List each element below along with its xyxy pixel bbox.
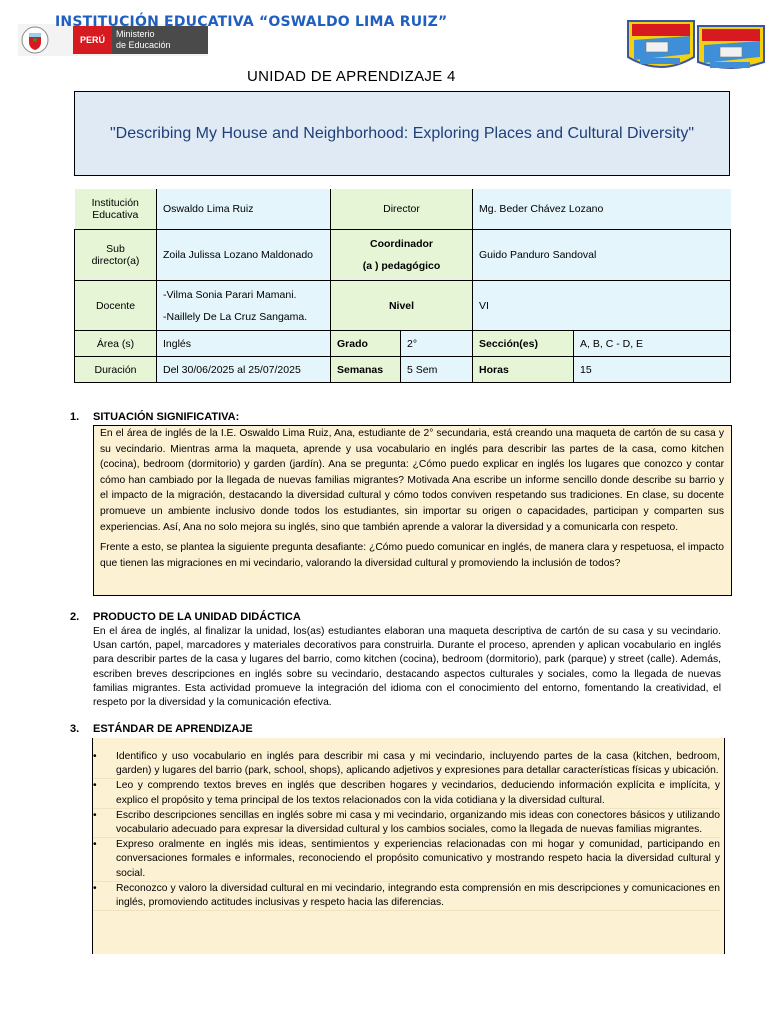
list-item [93,882,720,911]
school-logo [626,18,768,74]
nivel-label: Nivel [331,281,473,331]
minedu-line2: de Educación [116,40,171,50]
minedu-line1: Ministerio [116,29,155,39]
docente-value [157,281,331,331]
estandar-item-text: Leo y comprendo textos breves en inglés que describen hogares y vecindarios, deduciendo información explícita e implícita, y explico el propósito y tema principal de los textos relacionados con la vida cotidiana y la diversidad cultural. [116,780,720,806]
list-item [93,838,720,882]
section-2-title: PRODUCTO DE LA UNIDAD DIDÁCTICA [93,611,301,623]
minedu-peru-label: PERÚ [73,26,112,54]
bullet-icon: • [93,751,97,762]
section-3-number: 3. [70,723,80,735]
peru-coat-of-arms-icon [18,24,52,56]
section-2-number: 2. [70,611,80,623]
coordinador-label [331,230,473,281]
table-row [75,189,731,230]
unit-title: "Describing My House and Neighborhood: Exploring Places and Cultural Diversity" [109,124,695,142]
docente-value-2: -Naillely De La Cruz Sangama. [163,310,308,323]
situacion-significativa-box [93,425,732,596]
bullet-icon: • [93,780,97,792]
section-1-number: 1. [70,411,80,423]
coordinador-label-line2: (a ) pedagógico [362,260,441,272]
institucion-value: Oswaldo Lima Ruiz [157,189,331,230]
producto-text: En el área de inglés, al finalizar la unidad, los(as) estudiantes elaboran una maqueta descriptiva de cartón de su casa y su vecindario. Usan cartón, papel, marcadores y materiales decorativos para construirla. Durante el proceso, aprenden y aplican vocabulario en inglés para describir partes de la casa y lugares del barrio, como kitchen (cocina), bedroom (dormitorio), park (parque) y street (calle). Además, escriben breves descripciones en inglés sobre su vecindario, destacando aspectos culturales y sociales, como la llegada de nuevas familias migrantes. Esta actividad promueve la integración del idioma con el conocimiento del entorno, fomentando la creatividad, el respeto por la diversidad y la comunicación efectiva. [93,626,721,709]
situacion-paragraph-1: En el área de inglés de la I.E. Oswaldo Lima Ruiz, Ana, estudiante de 2° secundaria, está creando una maqueta de cartón de su casa y su vecindario. Mientras arma la maqueta, aprende y usa vocabulario en inglés para describir las partes de la casa, como kitchen (cocina), bedroom (dormitorio) y garden (jardín). Ana se pregunta: ¿Cómo puedo explicar en inglés los lugares que conozco y contar cómo han cambiado por la llegada de nuevas familias migrantes? Motivada Ana escribe un informe sencillo donde describe su barrio y el impacto de la migración, destacando la diversidad cultural y cómo todos conviven respetando sus tradiciones. En clase, su docente promueve un ambiente inclusivo donde todos los estudiantes, sin importar su origen o capacidades, participan y comparten sus experiencias. Así, Ana no solo mejora su inglés, sino que también aprende a valorar la diversidad y a comunicarla con respeto. [100,428,724,533]
institucion-label: Institución Educativa [75,189,157,230]
table-row [75,331,731,357]
docente-value-1: -Vilma Sonia Parari Mamani. [163,288,297,301]
list-item [93,750,720,779]
duracion-label: Duración [75,357,157,383]
school-emblem-icon [626,18,768,74]
table-row [75,357,731,383]
subdirector-label: Sub director(a) [75,230,157,281]
seccion-value: A, B, C - D, E [574,331,731,357]
bullet-icon: • [93,839,97,851]
director-label: Director [331,189,473,230]
bullet-icon: • [93,809,97,821]
estandar-item-text: Identifico y uso vocabulario en inglés para describir mi casa y mi vecindario, incluyendo partes de la casa (kitchen, bedroom, garden) y lugares del barrio (park, school, shops), aplicando adjetivos y expresiones para detallar características físicas y ubicación. [116,751,720,777]
institution-title: INSTITUCIÓN EDUCATIVA “OSWALDO LIMA RUIZ” [55,14,448,30]
horas-value: 15 [574,357,731,383]
section-3-title: ESTÁNDAR DE APRENDIZAJE [93,723,253,735]
estandar-item-text: Escribo descripciones sencillas en inglés sobre mi casa y mi vecindario, organizando mis ideas con conectores básicos y utilizando vocabulario adecuado para expresar la diversidad cultural y los cambios sociales, como la llegada de nuevas familias migrantes. [116,809,720,836]
semanas-label: Semanas [331,357,401,383]
area-value: Inglés [157,331,331,357]
docente-label: Docente [75,281,157,331]
duracion-value: Del 30/06/2025 al 25/07/2025 [157,357,331,383]
table-row [75,230,731,281]
nivel-value: VI [473,281,731,331]
semanas-value: 5 Sem [401,357,473,383]
estandar-box [92,738,725,954]
coordinador-value: Guido Panduro Sandoval [473,230,731,281]
section-1-title: SITUACIÓN SIGNIFICATIVA: [93,411,240,423]
unit-heading: UNIDAD DE APRENDIZAJE 4 [247,68,456,85]
estandar-item-text: Expreso oralmente en inglés mis ideas, sentimientos y experiencias relacionadas con mi hogar y comunidad, participando en conversaciones formales e informales, reconociendo el propósito comunicativo y mostrando respeto hacia la diversidad cultural y social. [116,839,720,879]
estandar-item-text: Reconozco y valoro la diversidad cultural en mi vecindario, integrando esta comprensión en mis descripciones y comunicaciones en inglés, promoviendo actitudes inclusivas y respeto hacia las diferencias. [116,882,720,909]
estandar-list [93,750,720,911]
table-row [75,281,731,331]
horas-label: Horas [473,357,574,383]
list-item [93,779,720,808]
grado-value: 2° [401,331,473,357]
area-label: Área (s) [75,331,157,357]
minedu-name [112,26,208,54]
subdirector-value: Zoila Julissa Lozano Maldonado [157,230,331,281]
list-item [93,809,720,838]
unit-info-table [74,189,731,383]
situacion-paragraph-2: Frente a esto, se plantea la siguiente pregunta desafiante: ¿Cómo puedo comunicar en inglés, de manera clara y respetuosa, el impacto que tienen las migraciones en mi vecindario, valorando la diversidad cultural y promoviendo la inclusión de todos? [100,542,724,569]
director-value: Mg. Beder Chávez Lozano [473,189,731,230]
seccion-label: Sección(es) [473,331,574,357]
grado-label: Grado [331,331,401,357]
bullet-icon: • [93,882,97,894]
unit-title-box [74,91,730,176]
coordinador-label-line1: Coordinador [370,238,433,250]
